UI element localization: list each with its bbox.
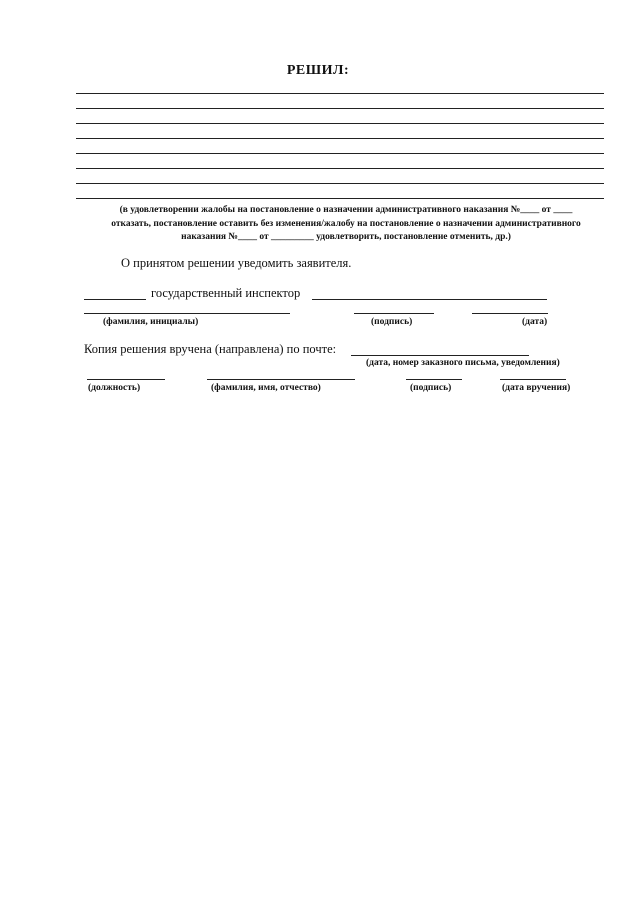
signature-caption: (подпись) (371, 317, 413, 327)
date-line (472, 313, 548, 314)
delivery-date-line (500, 379, 566, 380)
name-initials-line (84, 313, 290, 314)
decision-note-line: (в удовлетворении жалобы на постановление о назначении административного наказания №____ от ____ (119, 205, 573, 215)
decision-blank-line (76, 123, 604, 124)
decision-blank-line (76, 183, 604, 184)
delivery-date-caption: (дата вручения) (502, 383, 571, 393)
full-name-line (207, 379, 355, 380)
inspector-signature-line (312, 299, 547, 300)
delivery-signature-caption: (подпись) (410, 383, 452, 393)
date-caption: (дата) (522, 317, 548, 327)
copy-delivered-text: Копия решения вручена (направлена) по почте: (84, 342, 337, 356)
copy-delivery-line (351, 355, 529, 356)
decision-title: РЕШИЛ: (286, 63, 350, 78)
signature-line (354, 313, 434, 314)
decision-note (96, 204, 596, 245)
position-line (87, 379, 165, 380)
inspector-blank-line (84, 299, 146, 300)
position-caption: (должность) (88, 383, 141, 393)
decision-note-line: отказать, постановление оставить без изменения/жалобу на постановление о назначении административного (111, 218, 581, 229)
notify-applicant-text: О принятом решении уведомить заявителя. (121, 256, 352, 270)
decision-blank-line (76, 198, 604, 199)
decision-blank-line (76, 93, 604, 94)
decision-blank-line (76, 138, 604, 139)
decision-note-line: наказания №____ от _________ удовлетворить, постановление отменить, др.) (181, 232, 511, 242)
decision-blank-line (76, 108, 604, 109)
full-name-caption: (фамилия, имя, отчество) (211, 383, 321, 393)
delivery-signature-line (406, 379, 462, 380)
copy-delivery-caption: (дата, номер заказного письма, уведомления) (366, 358, 560, 368)
decision-blank-line (76, 168, 604, 169)
name-initials-caption: (фамилия, инициалы) (103, 317, 199, 327)
inspector-label: государственный инспектор (151, 286, 301, 300)
decision-blank-line (76, 153, 604, 154)
